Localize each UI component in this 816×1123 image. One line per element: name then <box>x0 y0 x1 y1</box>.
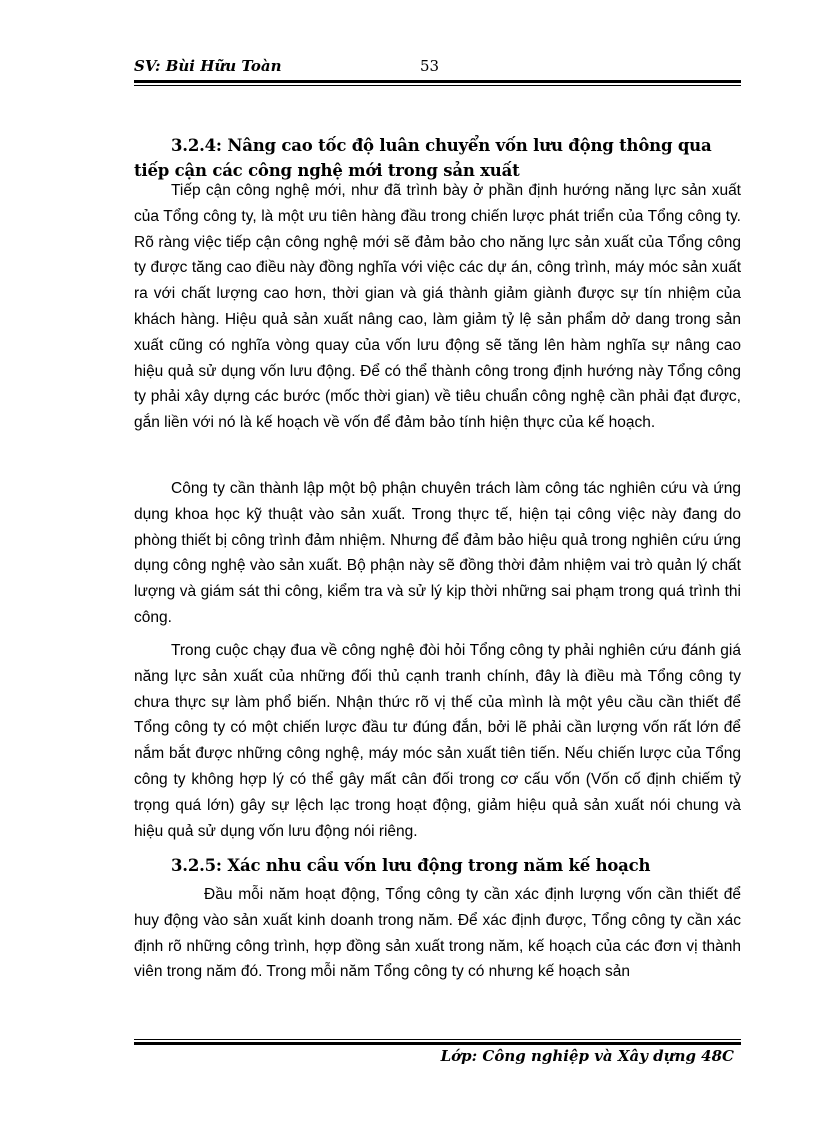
page-number: 53 <box>420 57 440 75</box>
page-header <box>134 57 741 79</box>
header-rule-thin <box>134 85 741 86</box>
footer-class-label: Lớp: Công nghiệp và Xây dựng 48C <box>440 1047 734 1065</box>
footer-rule-thin <box>134 1039 741 1040</box>
paragraph: Đầu mỗi năm hoạt động, Tổng công ty cần xác định lượng vốn cần thiết để huy động vào sản xuất kinh doanh trong năm. Để xác định được, Tổng công ty cần xác định rõ những công trình, hợp đồng sản xuất trong năm, kế hoạch của các đơn vị thành viên trong năm đó. Trong mỗi năm Tổng công ty có nhưng kế hoạch sản <box>134 886 741 981</box>
section-heading-3-2-5: 3.2.5: Xác nhu cầu vốn lưu động trong năm kế hoạch <box>171 856 651 875</box>
section-heading-3-2-4: 3.2.4: Nâng cao tốc độ luân chuyển vốn lưu động thông qua tiếp cận các công nghệ mới trong sản xuất <box>134 136 712 180</box>
paragraph: Trong cuộc chạy đua về công nghệ đòi hỏi Tổng công ty phải nghiên cứu đánh giá năng lực sản xuất của những đối thủ cạnh tranh chính, đây là điều mà Tổng công ty chưa thực sự làm phổ biến. Nhận thức rõ vị thế của mình là một yêu cầu cần thiết để Tổng công ty có một chiến lược đầu tư đúng đắn, bởi lẽ phải cần lượng vốn rất lớn để nắm bắt được những công nghệ, máy móc sản xuất tiên tiến. Nếu chiến lược của Tổng công ty không hợp lý có thể gây mất cân đối trong cơ cấu vốn (Vốn cố định chiếm tỷ trọng quá lớn) gây sự lệch lạc trong hoạt động, giảm hiệu quả sản xuất nói chung và hiệu quả sử dụng vốn lưu động nói riêng. <box>134 642 741 840</box>
header-author: SV: Bùi Hữu Toàn <box>134 57 282 75</box>
header-rule-thick <box>134 80 741 83</box>
footer-rule-thick <box>134 1042 741 1045</box>
paragraph: Tiếp cận công nghệ mới, như đã trình bày ở phần định hướng năng lực sản xuất của Tổng công ty, là một ưu tiên hàng đầu trong chiến lược phát triển của Tổng công ty. Rõ ràng việc tiếp cận công nghệ mới sẽ đảm bảo cho năng lực sản xuất của Tổng công ty được tăng cao điều này đồng nghĩa với việc các dự án, công trình, máy móc sản xuất ra với chất lượng cao hơn, thời gian và giá thành giảm giành được sự tín nhiệm của khách hàng. Hiệu quả sản xuất nâng cao, làm giảm tỷ lệ sản phẩm dở dang trong sản xuất cũng có nghĩa vòng quay của vốn lưu động sẽ tăng lên hàm nghĩa sự nâng cao hiệu quả sử dụng vốn lưu động. Để có thể thành công trong định hướng này Tổng công ty phải xây dựng các bước (mốc thời gian) về tiêu chuẩn công nghệ cần phải đạt được, gắn liền với nó là kế hoạch về vốn để đảm bảo tính hiện thực của kế hoạch. <box>134 182 741 432</box>
paragraph: Công ty cần thành lập một bộ phận chuyên trách làm công tác nghiên cứu và ứng dụng khoa học kỹ thuật vào sản xuất. Trong thực tế, hiện tại công việc này đang do phòng thiết bị công trình đảm nhiệm. Nhưng để đảm bảo hiệu quả trong nghiên cứu ứng dụng công nghệ vào sản xuất. Bộ phận này sẽ đồng thời đảm nhiệm vai trò quản lý chất lượng và giám sát thi công, kiểm tra và sử lý kịp thời những sai phạm trong quá trình thi công. <box>134 480 741 626</box>
